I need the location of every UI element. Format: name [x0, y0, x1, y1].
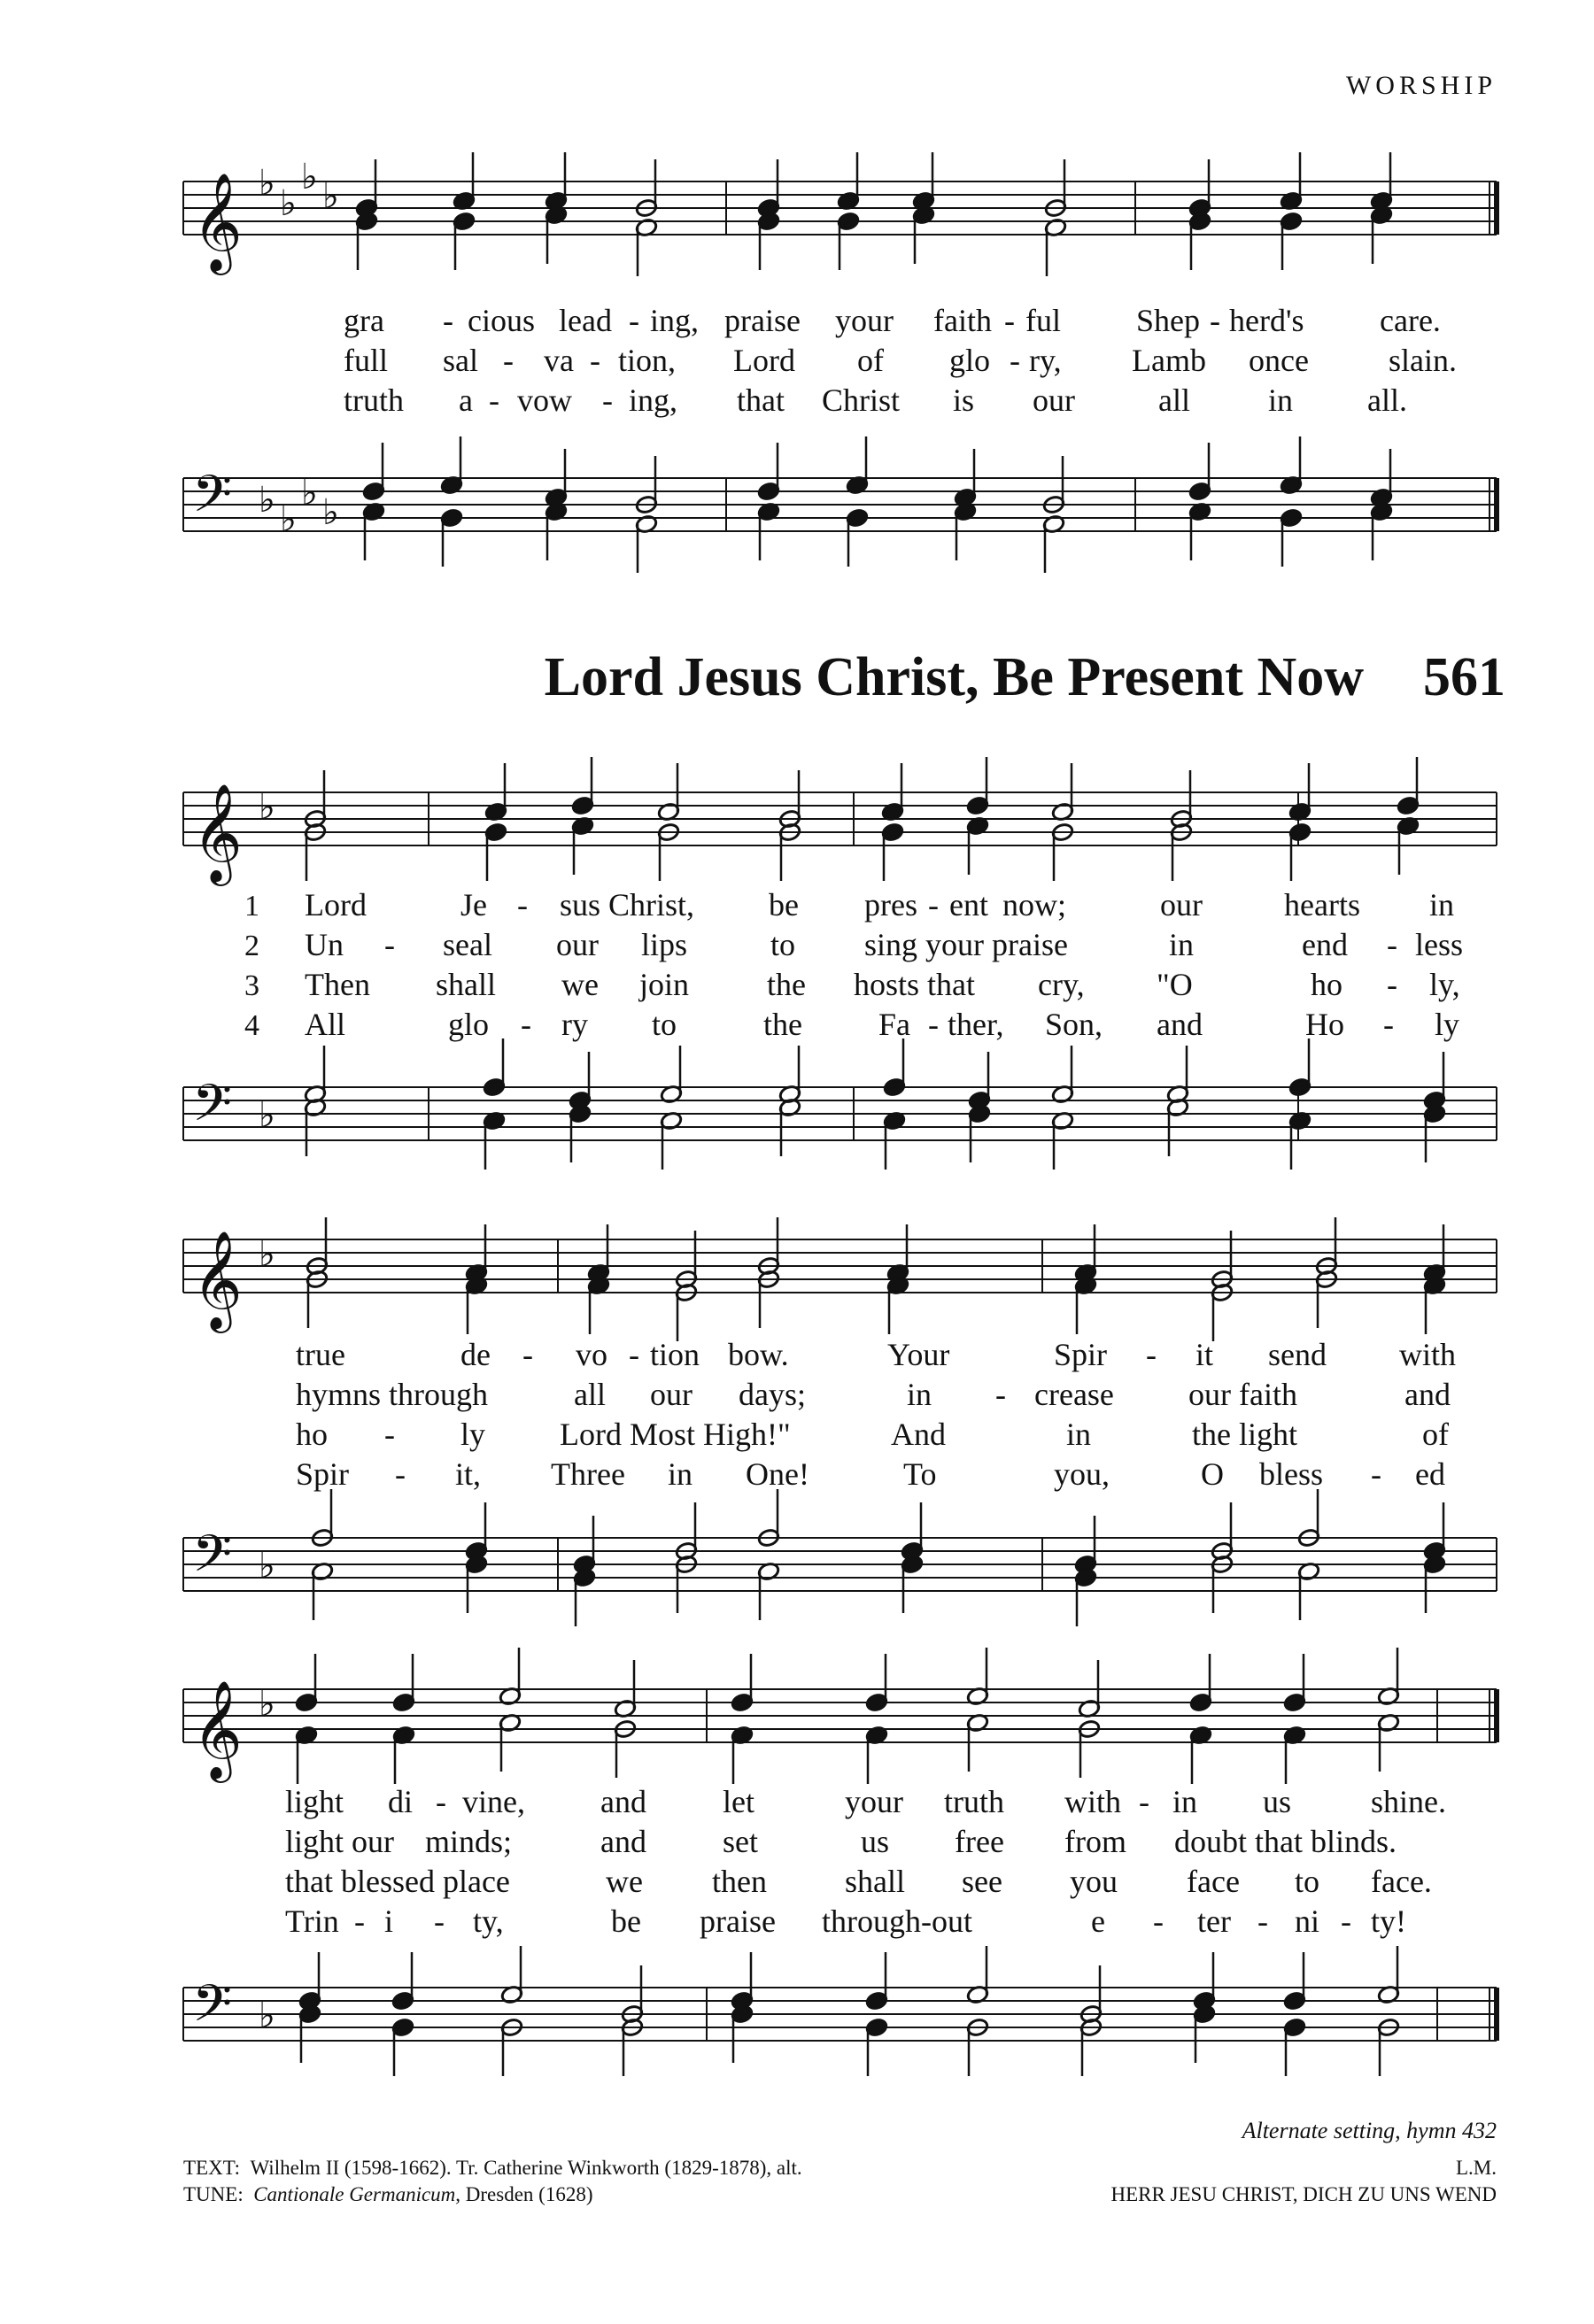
bass-clef-icon: 𝄢 — [192, 1973, 233, 2046]
treble-clef-icon: 𝄞 — [192, 172, 243, 271]
flat-icon: ♭ — [259, 1546, 275, 1587]
treble-clef-icon: 𝄞 — [192, 783, 243, 882]
flat-icon: ♭ — [259, 787, 275, 828]
verse-number: 1 — [244, 890, 259, 923]
bass-clef-icon: 𝄢 — [192, 1524, 233, 1596]
bass-clef-icon: 𝄢 — [192, 1073, 233, 1146]
flat-icon: ♭ — [280, 499, 297, 540]
section-label: WORSHIP — [1345, 71, 1497, 100]
flat-icon: ♭ — [280, 183, 297, 224]
treble-clef-icon: 𝄞 — [192, 1679, 243, 1779]
flat-icon: ♭ — [301, 157, 318, 197]
flat-icon: ♭ — [322, 176, 339, 217]
hymn-title: Lord Jesus Christ, Be Present Now — [544, 647, 1364, 707]
flat-icon: ♭ — [322, 492, 339, 533]
hymn-number: 561 — [1423, 647, 1505, 707]
tune-credit — [183, 2183, 593, 2206]
bass-clef-icon: 𝄢 — [192, 464, 233, 537]
text-credit-value: Wilhelm II (1598-1662). Tr. Catherine Winkworth (1829-1878), alt. — [250, 2157, 802, 2179]
alternate-setting-note: Alternate setting, hymn 432 — [1242, 2118, 1497, 2143]
text-credit — [183, 2157, 802, 2180]
tune-credit-label: TUNE: — [183, 2183, 244, 2205]
flat-icon: ♭ — [259, 1684, 275, 1725]
flat-icon: ♭ — [259, 480, 275, 521]
tune-source-rest: , Dresden (1628) — [455, 2183, 593, 2205]
flat-icon: ♭ — [259, 1234, 275, 1275]
text-credit-label: TEXT: — [183, 2157, 241, 2179]
verse-number: 4 — [244, 1009, 259, 1042]
meter: L.M. — [1456, 2157, 1497, 2179]
verse-number: 2 — [244, 930, 259, 962]
flat-icon: ♭ — [259, 163, 275, 204]
flat-icon: ♭ — [301, 473, 318, 513]
verse-number: 3 — [244, 969, 259, 1002]
tune-name: HERR JESU CHRIST, DICH ZU UNS WEND — [1110, 2183, 1497, 2205]
flat-icon: ♭ — [259, 1996, 275, 2036]
treble-clef-icon: 𝄞 — [192, 1230, 243, 1329]
tune-source-name: Cantionale Germanicum — [253, 2183, 456, 2205]
flat-icon: ♭ — [259, 1095, 275, 1136]
